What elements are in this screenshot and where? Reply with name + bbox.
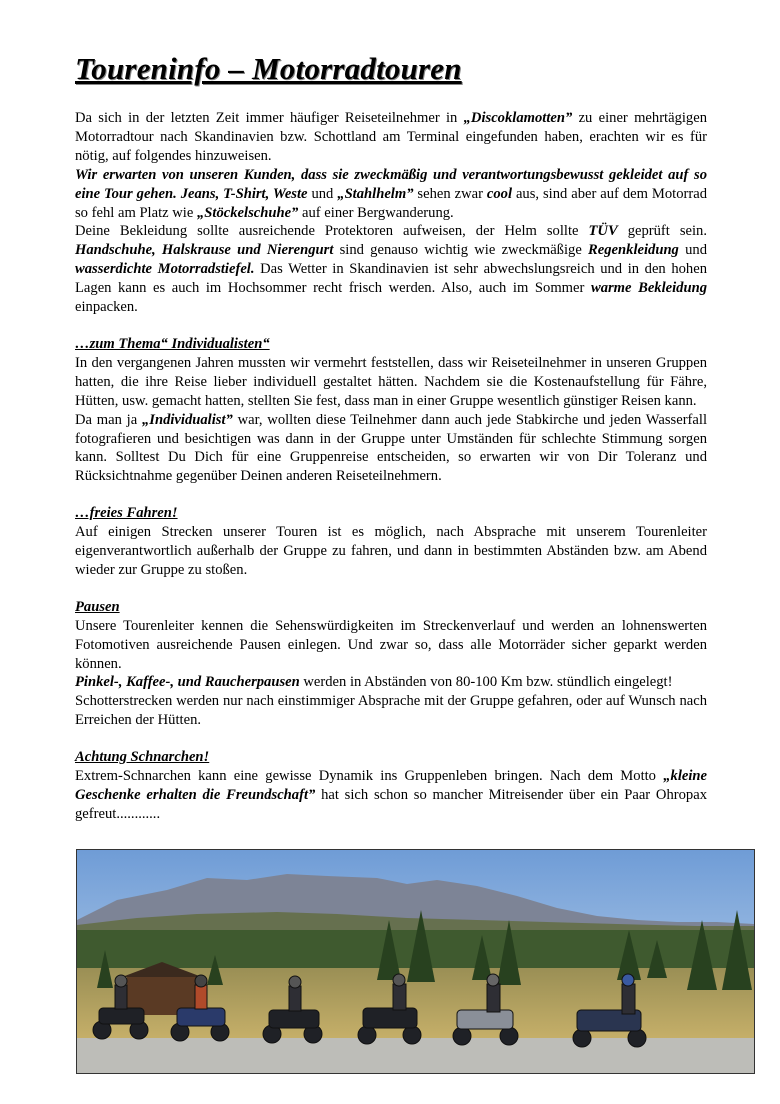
text-run: hat sich schon so mancher Mitreisender über ein Paar Ohropax gefreut............ <box>75 787 707 822</box>
text-run: und <box>307 185 338 202</box>
pausen-paragraph-1: Unsere Tourenleiter kennen die Sehenswürdigkeiten im Streckenverlauf und werden an lohnenswerten Fotomotiven ausreichende Pausen einlegen. Und zwar so, dass alle Motorräder sicher geparkt werden können. <box>75 617 707 672</box>
individualisten-section <box>75 335 707 486</box>
text-run: Deine Bekleidung sollte ausreichende Protektoren aufweisen, der Helm sollte <box>75 223 589 240</box>
emphasis-text: wasserdichte Motorradstiefel. <box>75 261 255 278</box>
emphasis-text: Regenkleidung <box>588 242 679 259</box>
text-run: sehen zwar <box>413 185 487 202</box>
motorcycle-group-photo <box>76 849 755 1074</box>
individualisten-paragraph-2 <box>75 411 707 487</box>
emphasis-text: „kleine Geschenke erhalten die Freundschaft” <box>75 768 707 803</box>
emphasis-text: cool <box>486 185 513 202</box>
intro-paragraph-1 <box>75 109 707 166</box>
text-run: zu einer mehrtägigen Motorradtour nach Skandinavien bzw. Schottland am Terminal eingefunden haben, erachten wir es für nötig, auf folgendes hinzuweisen. <box>75 110 708 164</box>
page-title: Toureninfo – Motorradtouren <box>75 51 462 86</box>
emphasis-text: „Discoklamotten” <box>463 110 573 126</box>
emphasis-text: Pinkel-, Kaffee-, und Raucherpausen <box>75 674 300 691</box>
intro-paragraph-2 <box>75 166 707 223</box>
freies-fahren-section <box>75 504 707 580</box>
text-run: geprüft sein. <box>617 223 707 240</box>
emphasis-text: „Stahlhelm” <box>337 185 414 202</box>
text-run: und <box>678 242 707 259</box>
emphasis-text: TÜV <box>588 223 618 240</box>
text-run: Das Wetter in Skandinavien ist sehr abwechslungsreich und in den hohen Lagen kann es auch im Hochsommer recht frisch werden. Also, auch im Sommer <box>75 261 707 297</box>
text-run: Da sich in der letzten Zeit immer häufiger Reiseteilnehmer in <box>75 110 464 126</box>
section-heading: …freies Fahren! <box>75 505 178 522</box>
text-run: einpacken. <box>75 299 138 316</box>
schnarchen-section <box>75 748 707 824</box>
pausen-paragraph-3: Schotterstrecken werden nur nach einstimmiger Absprache mit der Gruppe gefahren, oder auf Wunsch nach Erreichen der Hütten. <box>75 693 707 729</box>
individualisten-paragraph-1: In den vergangenen Jahren mussten wir vermehrt feststellen, dass wir Reiseteilnehmer in unseren Gruppen hatten, die ihre Reise lieber individuell gestaltet hätten. Nachdem sie die Kostenaufstellung für Fähre, Hütten, usw. gemacht hatten, stellten Sie fest, dass man in einer Gruppe wesentlich günstiger Reisen kann. <box>75 354 707 409</box>
section-heading: Pausen <box>75 598 120 615</box>
emphasis-text: Handschuhe, Halskrause und Nierengurt <box>75 242 334 259</box>
emphasis-text: „Stöckelschuhe” <box>197 204 299 221</box>
freies-fahren-paragraph: Auf einigen Strecken unserer Touren ist es möglich, nach Absprache mit unserem Tourenleiter eigenverantwortlich außerhalb der Gruppe zu fahren, und dann in bestimmten Abständen bzw. am Abend wieder zur Gruppe zu stoßen. <box>75 524 707 578</box>
emphasis-text: „Individualist” <box>141 411 233 428</box>
schnarchen-paragraph <box>75 767 707 824</box>
intro-paragraph-3 <box>75 222 707 317</box>
text-run: auf einer Bergwanderung. <box>298 204 454 221</box>
intro-section <box>75 109 707 317</box>
document-page <box>75 50 707 824</box>
text-run: aus, sind aber auf dem Motorrad so fehl am Platz wie <box>75 185 708 221</box>
text-run: Da man ja <box>75 411 142 428</box>
section-heading: Achtung Schnarchen! <box>75 749 210 766</box>
emphasis-text: warme Bekleidung <box>590 280 708 297</box>
pausen-paragraph-2 <box>75 673 707 692</box>
landscape-illustration <box>77 850 754 1073</box>
pausen-section <box>75 598 707 730</box>
text-run: werden in Abständen von 80-100 Km bzw. stündlich eingelegt! <box>299 674 673 691</box>
text-run: sind genauso wichtig wie zweckmäßige <box>333 242 589 259</box>
section-heading: …zum Thema“ Individualisten“ <box>75 335 270 352</box>
text-run: Extrem-Schnarchen kann eine gewisse Dynamik ins Gruppenleben bringen. Nach dem Motto <box>75 768 664 785</box>
emphasis-text: Wir erwarten von unseren Kunden, dass sie zweckmäßig und verantwortungsbewusst gekleidet auf so eine Tour gehen. Jeans, T-Shirt, Weste <box>75 166 707 202</box>
text-run: war, wollten diese Teilnehmer dann auch jede Stabkirche und jeden Wasserfall fotografieren und besichtigen was dann in der Gruppe unter Umständen für schlechte Stimmung sorgen kann. Solltest Du Dich für eine Gruppenreise entscheiden, so erwarten wir von Dir Toleranz und Rücksichtnahme gegenüber Deinen anderen Reiseteilnehmern. <box>75 411 707 485</box>
